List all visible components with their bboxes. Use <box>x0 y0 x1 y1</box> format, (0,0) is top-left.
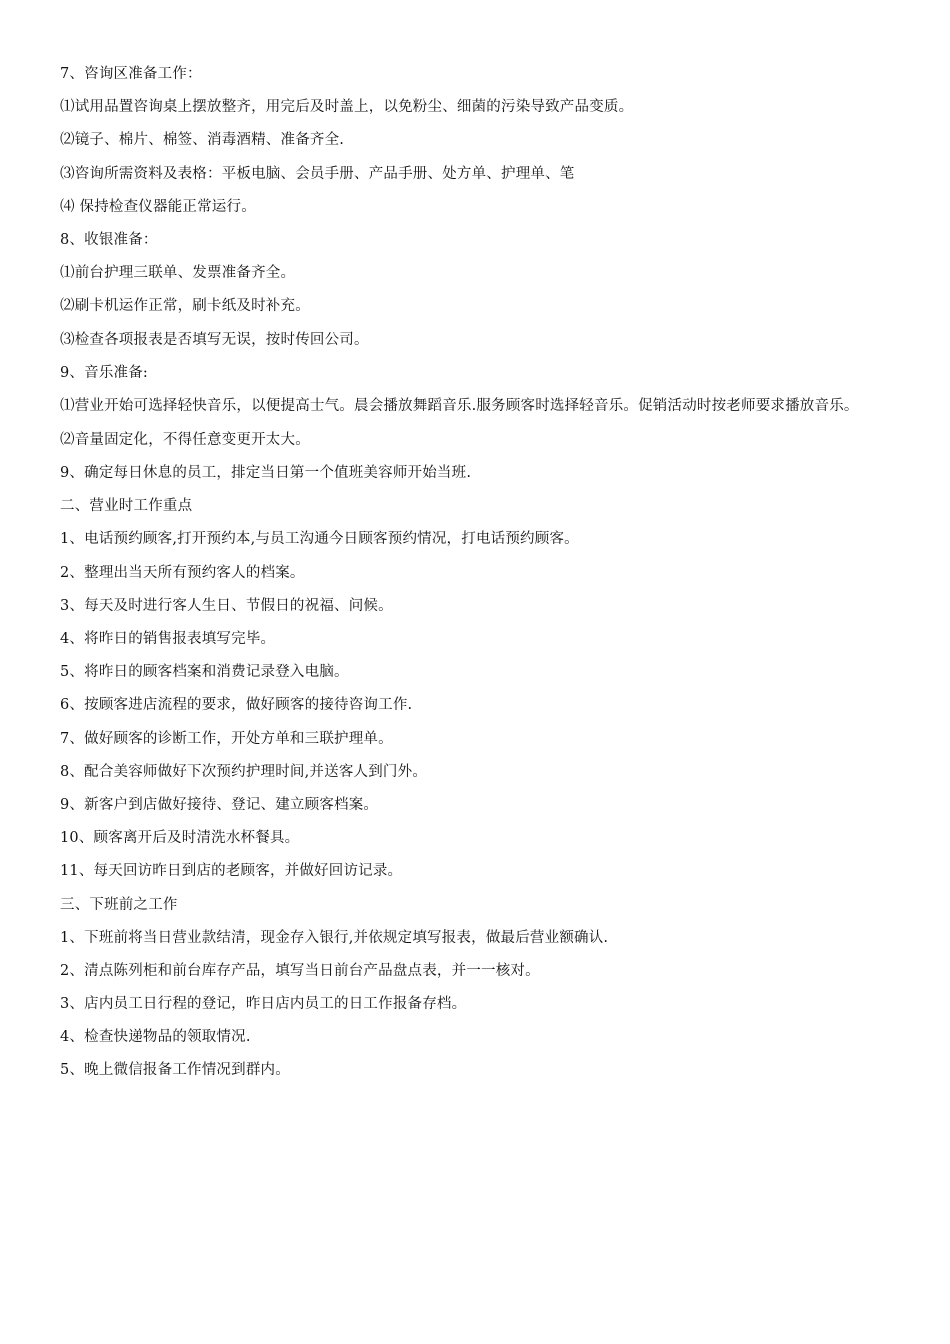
list-item: 3、店内员工日行程的登记，昨日店内员工的日工作报备存档。 <box>60 996 467 1013</box>
list-item: ⑶咨询所需资料及表格：平板电脑、会员手册、产品手册、处方单、护理单、笔 <box>60 165 575 182</box>
section-heading-before-closing: 三、下班前之工作 <box>60 896 178 913</box>
list-item: ⑴前台护理三联单、发票准备齐全。 <box>60 265 296 282</box>
document-page <box>60 62 900 1092</box>
list-item: 9、确定每日休息的员工，排定当日第一个值班美容师开始当班. <box>60 465 472 482</box>
list-item: 2、整理出当天所有预约客人的档案。 <box>60 564 305 581</box>
section-heading-cashier: 8、收银准备： <box>60 231 158 248</box>
section-heading-business-hours: 二、营业时工作重点 <box>60 498 193 515</box>
list-item: ⑵音量固定化，不得任意变更开太大。 <box>60 431 310 448</box>
list-item: 9、新客户到店做好接待、登记、建立顾客档案。 <box>60 796 379 813</box>
list-item: 11、每天回访昨日到店的老顾客，并做好回访记录。 <box>60 863 403 880</box>
list-item: 7、做好顾客的诊断工作，开处方单和三联护理单。 <box>60 730 393 747</box>
list-item: 3、每天及时进行客人生日、节假日的祝福、问候。 <box>60 597 393 614</box>
list-item: 10、顾客离开后及时清洗水杯餐具。 <box>60 830 300 847</box>
list-item: 1、电话预约顾客,打开预约本,与员工沟通今日顾客预约情况，打电话预约顾客。 <box>60 531 579 548</box>
section-heading-consult-area: 7、咨询区准备工作： <box>60 66 202 82</box>
list-item: 5、将昨日的顾客档案和消费记录登入电脑。 <box>60 664 349 681</box>
list-item: ⑶检查各项报表是否填写无误，按时传回公司。 <box>60 331 369 348</box>
list-item: 6、按顾客进店流程的要求，做好顾客的接待咨询工作. <box>60 697 413 714</box>
list-item: ⑵镜子、棉片、棉签、消毒酒精、准备齐全. <box>60 132 345 149</box>
list-item: 2、清点陈列柜和前台库存产品，填写当日前台产品盘点表，并一一核对。 <box>60 962 540 979</box>
list-item: 5、晚上微信报备工作情况到群内。 <box>60 1062 290 1079</box>
list-item: 8、配合美容师做好下次预约护理时间,并送客人到门外。 <box>60 763 428 780</box>
list-item: ⑷ 保持检查仪器能正常运行。 <box>60 198 256 215</box>
list-item: ⑴营业开始可选择轻快音乐，以便提高士气。晨会播放舞蹈音乐.服务顾客时选择轻音乐。促销活动时按老师要求播放音乐。 <box>60 397 859 414</box>
list-item: 4、将昨日的销售报表填写完毕。 <box>60 631 276 647</box>
section-heading-music: 9、音乐准备: <box>60 364 149 381</box>
list-item: ⑴试用品置咨询桌上摆放整齐，用完后及时盖上，以免粉尘、细菌的污染导致产品变质。 <box>60 99 634 116</box>
list-item: 1、下班前将当日营业款结清，现金存入银行,并依规定填写报表，做最后营业额确认. <box>60 929 609 946</box>
list-item: 4、检查快递物品的领取情况. <box>60 1029 251 1046</box>
list-item: ⑵刷卡机运作正常，刷卡纸及时补充。 <box>60 298 310 315</box>
